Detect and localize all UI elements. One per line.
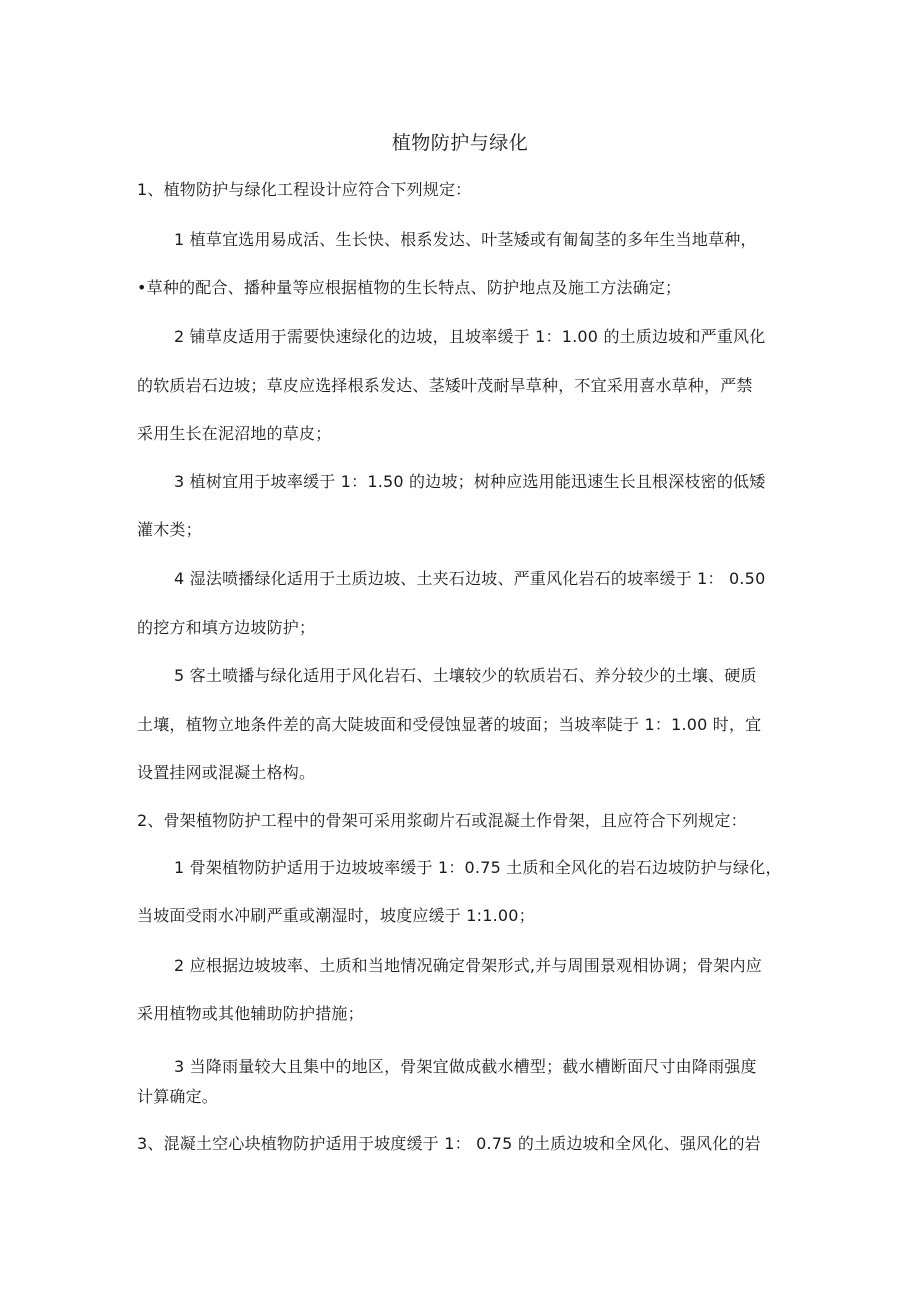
- paragraph-line: 1 骨架植物防护适用于边坡坡率缓于 1：0.75 土质和全风化的岩石边坡防护与绿化，: [174, 858, 782, 877]
- paragraph-line: 设置挂网或混凝土格构。: [137, 763, 316, 782]
- paragraph-line: 采用植物或其他辅助防护措施；: [137, 1004, 364, 1023]
- section-2-heading: 2、骨架植物防护工程中的骨架可采用浆砌片石或混凝土作骨架，且应符合下列规定：: [137, 811, 747, 830]
- paragraph-line: 采用生长在泥沼地的草皮；: [137, 424, 332, 443]
- paragraph-line: 的软质岩石边坡；草皮应选择根系发达、茎矮叶茂耐旱草种，不宜采用喜水草种，严禁: [137, 376, 753, 395]
- document-title: 植物防护与绿化: [391, 132, 529, 154]
- paragraph-line: 3 植树宜用于坡率缓于 1：1.50 的边坡；树种应选用能迅速生长且根深枝密的低矮: [174, 472, 766, 491]
- paragraph-line: 土壤，植物立地条件差的高大陡坡面和受侵蚀显著的坡面；当坡率陡于 1：1.00 时，宜: [137, 715, 762, 734]
- paragraph-line: 1 植草宜选用易成活、生长快、根系发达、叶茎矮或有匍匐茎的多年生当地草种，: [174, 230, 757, 249]
- paragraph-line: 5 客土喷播与绿化适用于风化岩石、土壤较少的软质岩石、养分较少的土壤、硬质: [174, 666, 757, 685]
- paragraph-line: 灌木类；: [137, 520, 202, 539]
- paragraph-line: 的挖方和填方边坡防护；: [137, 618, 316, 637]
- section-1-heading: 1、植物防护与绿化工程设计应符合下列规定：: [137, 180, 472, 199]
- paragraph-line: 2 应根据边坡坡率、土质和当地情况确定骨架形式,并与周围景观相协调；骨架内应: [174, 956, 762, 975]
- paragraph-line: 3 当降雨量较大且集中的地区，骨架宜做成截水槽型；截水槽断面尺寸由降雨强度: [174, 1057, 757, 1076]
- paragraph-line: 4 湿法喷播绿化适用于土质边坡、土夹石边坡、严重风化岩石的坡率缓于 1： 0.50: [174, 569, 766, 588]
- section-3-heading: 3、混凝土空心块植物防护适用于坡度缓于 1： 0.75 的土质边坡和全风化、强风化的岩: [137, 1134, 761, 1153]
- paragraph-line: •草种的配合、播种量等应根据植物的生长特点、防护地点及施工方法确定；: [137, 278, 682, 297]
- paragraph-line: 计算确定。: [137, 1087, 219, 1106]
- paragraph-line: 2 铺草皮适用于需要快速绿化的边坡，且坡率缓于 1：1.00 的土质边坡和严重风化: [174, 327, 766, 346]
- paragraph-line: 当坡面受雨水冲刷严重或潮湿时，坡度应缓于 1:1.00；: [137, 906, 535, 925]
